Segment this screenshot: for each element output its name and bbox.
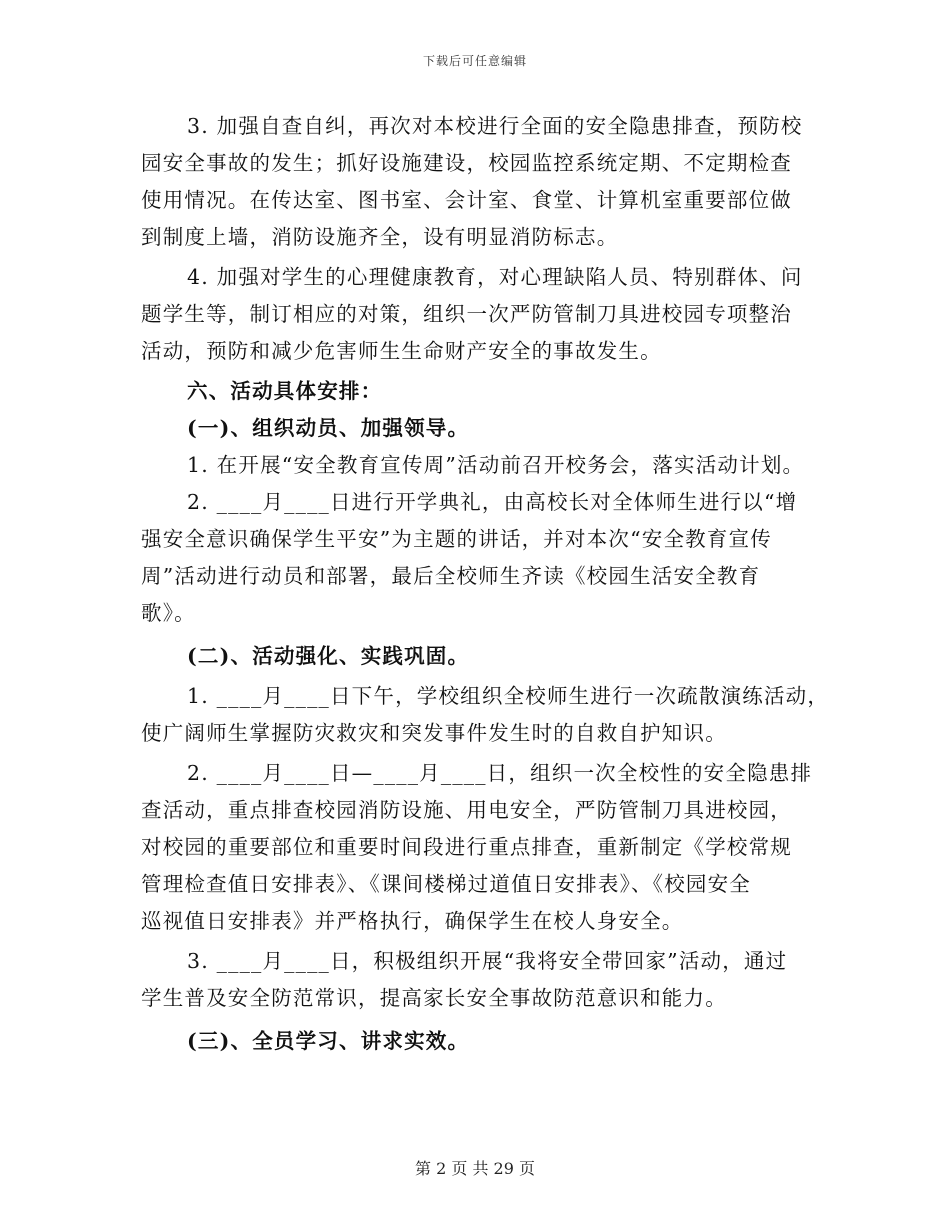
paragraph-line: 管理检查值日安排表》、《课间楼梯过道值日安排表》、《校园安全: [141, 872, 751, 896]
paragraph-line: 对校园的重要部位和重要时间段进行重点排查，重新制定《学校常规: [141, 835, 792, 859]
paragraph-line: 强安全意识确保学生平安”为主题的讲话，并对本次“安全教育宣传: [141, 527, 772, 551]
paragraph-line: 1. 在开展“安全教育宣传周”活动前召开校务会，落实活动计划。: [187, 453, 805, 477]
paragraph-line: 查活动，重点排查校园消防设施、用电安全，严防管制刀具进校园，: [141, 798, 792, 822]
subsection-heading: (一)、组织动员、加强领导。: [187, 416, 470, 440]
paragraph-line: 3. 加强自查自纠，再次对本校进行全面的安全隐患排查，预防校: [187, 114, 803, 138]
subsection-heading: (二)、活动强化、实践巩固。: [187, 644, 470, 668]
section-heading: 六、活动具体安排：: [187, 379, 383, 403]
paragraph-line: 园安全事故的发生；抓好设施建设，校园监控系统定期、不定期检查: [141, 151, 792, 175]
paragraph-line: 使用情况。在传达室、图书室、会计室、食堂、计算机室重要部位做: [141, 188, 792, 212]
document-body: [141, 108, 830, 1060]
subsection-heading: (三)、全员学习、讲求实效。: [187, 1029, 470, 1053]
paragraph-line: 2. ____月____日—____月____日，组织一次全校性的安全隐患排: [187, 761, 813, 785]
paragraph-line: 巡视值日安排表》并严格执行，确保学生在校人身安全。: [141, 909, 684, 933]
paragraph-line: 活动，预防和减少危害师生生命财产安全的事故发生。: [141, 339, 662, 363]
paragraph-line: 3. ____月____日，积极组织开展“我将安全带回家”活动，通过: [187, 949, 788, 973]
paragraph-line: 题学生等，制订相应的对策，组织一次严防管制刀具进校园专项整治: [141, 302, 792, 326]
paragraph-line: 歌》。: [141, 601, 196, 625]
paragraph-line: 到制度上墙，消防设施齐全，设有明显消防标志。: [141, 225, 619, 249]
paragraph-line: 2. ____月____日进行开学典礼，由高校长对全体师生进行以“增: [187, 490, 798, 514]
page-number: 第 2 页 共 29 页: [415, 1159, 535, 1178]
page-header-note: 下载后可任意编辑: [422, 54, 527, 68]
paragraph-line: 周”活动进行动员和部署，最后全校师生齐读《校园生活安全教育: [141, 564, 761, 588]
paragraph-line: 使广阔师生掌握防灾救灾和突发事件发生时的自救自护知识。: [141, 721, 727, 745]
paragraph-line: 4. 加强对学生的心理健康教育，对心理缺陷人员、特别群体、问: [187, 265, 803, 289]
paragraph-line: 1. ____月____日下午，学校组织全校师生进行一次疏散演练活动，: [187, 684, 830, 708]
paragraph-line: 学生普及安全防范常识，提高家长安全事故防范意识和能力。: [141, 986, 727, 1010]
